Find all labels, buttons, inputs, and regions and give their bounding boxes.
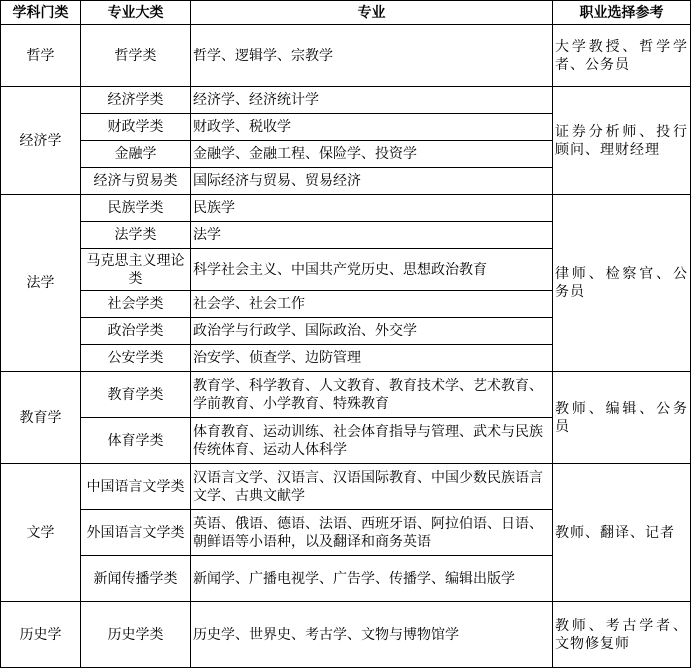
major-cell: 体育教育、运动训练、社会体育指导与管理、武术与民族传统体育、运动人体科学: [191, 418, 553, 464]
header-category: 专业大类: [81, 1, 191, 25]
major-cell: 民族学: [191, 195, 553, 222]
header-career: 职业选择参考: [553, 1, 691, 25]
category-cell: 马克思主义理论类: [81, 249, 191, 291]
category-cell: 民族学类: [81, 195, 191, 222]
category-cell: 财政学类: [81, 114, 191, 141]
category-cell: 法学类: [81, 222, 191, 249]
major-cell: 汉语言文学、汉语言、汉语国际教育、中国少数民族语言文学、古典文献学: [191, 464, 553, 510]
major-cell: 金融学、金融工程、保险学、投资学: [191, 141, 553, 168]
major-cell: 科学社会主义、中国共产党历史、思想政治教育: [191, 249, 553, 291]
major-cell: 治安学、侦查学、边防管理: [191, 345, 553, 372]
table-row: [1, 195, 691, 222]
category-cell: 外国语言文学类: [81, 510, 191, 556]
category-cell: 新闻传播学类: [81, 556, 191, 602]
major-cell: 英语、俄语、德语、法语、西班牙语、阿拉伯语、日语、朝鲜语等小语种，以及翻译和商务英语: [191, 510, 553, 556]
major-cell: 新闻学、广播电视学、广告学、传播学、编辑出版学: [191, 556, 553, 602]
discipline-cell: 哲学: [1, 25, 81, 87]
category-cell: 教育学类: [81, 372, 191, 418]
table-row: [1, 25, 691, 87]
discipline-cell: 历史学: [1, 602, 81, 668]
discipline-cell: 教育学: [1, 372, 81, 464]
major-cell: 哲学、逻辑学、宗教学: [191, 25, 553, 87]
career-cell: 教师、考古学者、文物修复师: [553, 602, 691, 668]
major-cell: 社会学、社会工作: [191, 291, 553, 318]
category-cell: 社会学类: [81, 291, 191, 318]
table-row: [1, 464, 691, 510]
category-cell: 历史学类: [81, 602, 191, 668]
major-cell: 法学: [191, 222, 553, 249]
category-cell: 哲学类: [81, 25, 191, 87]
category-cell: 经济与贸易类: [81, 168, 191, 195]
category-cell: 公安学类: [81, 345, 191, 372]
discipline-cell: 经济学: [1, 87, 81, 195]
table-row: [1, 372, 691, 418]
header-discipline: 学科门类: [1, 1, 81, 25]
career-cell: 证券分析师、投行顾问、理财经理: [553, 87, 691, 195]
career-cell: 律师、检察官、公务员: [553, 195, 691, 372]
major-cell: 经济学、经济统计学: [191, 87, 553, 114]
category-cell: 中国语言文学类: [81, 464, 191, 510]
major-cell: 教育学、科学教育、人文教育、教育技术学、艺术教育、学前教育、小学教育、特殊教育: [191, 372, 553, 418]
header-major: 专业: [191, 1, 553, 25]
discipline-cell: 文学: [1, 464, 81, 602]
table-row: [1, 87, 691, 114]
category-cell: 体育学类: [81, 418, 191, 464]
discipline-cell: 法学: [1, 195, 81, 372]
category-cell: 经济学类: [81, 87, 191, 114]
header-row: [1, 1, 691, 25]
table-row: [1, 602, 691, 668]
career-cell: 大学教授、哲学学者、公务员: [553, 25, 691, 87]
major-cell: 政治学与行政学、国际政治、外交学: [191, 318, 553, 345]
major-cell: 历史学、世界史、考古学、文物与博物馆学: [191, 602, 553, 668]
major-cell: 国际经济与贸易、贸易经济: [191, 168, 553, 195]
category-cell: 政治学类: [81, 318, 191, 345]
category-cell: 金融学: [81, 141, 191, 168]
career-cell: 教师、编辑、公务员: [553, 372, 691, 464]
major-cell: 财政学、税收学: [191, 114, 553, 141]
career-cell: 教师、翻译、记者: [553, 464, 691, 602]
